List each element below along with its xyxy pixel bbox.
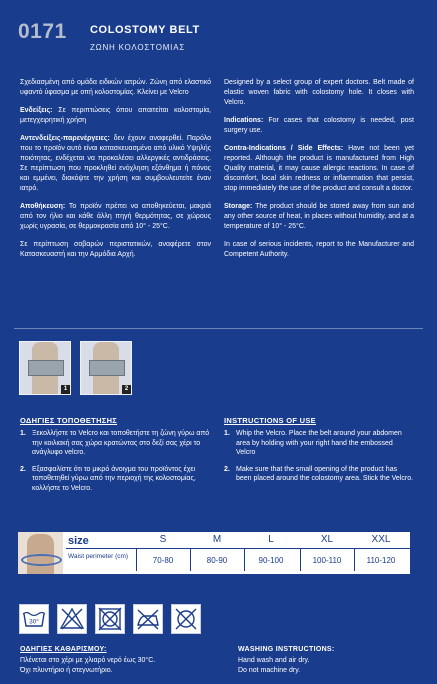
size-label: size xyxy=(68,535,89,547)
english-contra-text: Have not been yet reported. Although the product is manufactured from High Quality material, it may cause allergic reactions. In case of discomfort, local skin redness or inflammation that persist, stop immediately the use of the product and consult a doctor. xyxy=(224,145,414,192)
range-xl: 100-110 xyxy=(312,556,342,565)
greek-storage xyxy=(20,202,211,232)
english-washing-line: Do not machine dry. xyxy=(238,666,301,674)
greek-instructions-title: ΟΔΗΓΙΕΣ ΤΟΠΟΘΕΤΗΣΗΣ xyxy=(20,416,118,425)
measure-ring xyxy=(21,554,62,566)
greek-instructions-list xyxy=(20,429,210,500)
english-storage-label: Storage: xyxy=(224,203,253,210)
greek-contra-label: Αντενδείξεις-παρενέργειες: xyxy=(20,135,110,142)
english-instruction-step xyxy=(224,465,414,484)
no-iron-icon xyxy=(133,604,163,634)
range-xxl: 110-120 xyxy=(366,556,396,565)
english-washing-title: WASHING INSTRUCTIONS: xyxy=(238,646,335,653)
english-contra-label: Contra-Indications / Side Effects: xyxy=(224,145,344,152)
figure-1-belt xyxy=(28,360,64,376)
figure-2-belt xyxy=(89,360,125,376)
product-title: COLOSTOMY BELT xyxy=(90,24,200,36)
english-instruction-step xyxy=(224,429,414,458)
range-m: 80-90 xyxy=(206,556,228,565)
no-dry-clean-icon xyxy=(171,604,201,634)
english-washing-text xyxy=(238,656,309,675)
step-text: Εξασφαλίστε ότι το μικρό άνοιγμα του προϊόντος έχει τοποθετηθεί γύρω από την περιοχή της κολοστομίας, κολλήστε το Velcro. xyxy=(32,465,196,492)
figure-1-number: 1 xyxy=(61,385,70,394)
english-indications-label: Indications: xyxy=(224,117,264,124)
greek-storage-text: Το προϊόν πρέπει να αποθηκεύεται, μακριά από τον ήλιο και κάθε άλλη πηγή θερμότητας, σε χώρους χωρίς υγρασία, σε θερμοκρασία από 10° - 25°C. xyxy=(20,203,211,230)
waist-measure-image xyxy=(18,532,63,574)
range-l: 90-100 xyxy=(258,556,284,565)
range-s: 70-80 xyxy=(152,556,174,565)
english-intro: Designed by a select group of expert doctors. Belt made of elastic woven fabric with colostomy hole. It closes with Velcro. xyxy=(224,79,414,106)
greek-indications-label: Ενδείξεις: xyxy=(20,107,53,114)
greek-washing-title: ΟΔΗΓΙΕΣ ΚΑΘΑΡΙΣΜΟΥ: xyxy=(20,646,107,653)
step-number: 2. xyxy=(20,465,26,473)
section-divider xyxy=(14,328,423,329)
product-subtitle: ΖΩΝΗ ΚΟΛΟΣΤΟΜΙΑΣ xyxy=(90,43,186,52)
table-rule xyxy=(66,548,410,549)
step-number: 2. xyxy=(224,465,230,473)
size-s: S xyxy=(159,534,167,545)
size-l: L xyxy=(268,534,274,545)
greek-indications xyxy=(20,106,211,126)
greek-intro: Σχεδιασμένη από ομάδα ειδικών ιατρών. Ζώνη από ελαστικό υφαντό ύφασμα με οπή κολοστομίας. Κλείνει με Velcro xyxy=(20,79,211,96)
greek-washing-text xyxy=(20,656,155,675)
size-xl: XL xyxy=(320,534,334,545)
figure-1-image xyxy=(19,341,71,395)
english-instructions-list xyxy=(224,429,414,491)
size-xxl: XXL xyxy=(371,534,391,545)
greek-description xyxy=(20,78,211,268)
step-text: Make sure that the small opening of the product has been placed around the colostomy area. Stick the Velcro. xyxy=(236,465,414,482)
wash-30-icon xyxy=(19,604,49,634)
english-storage xyxy=(224,202,414,232)
english-indications xyxy=(224,116,414,136)
step-number: 1. xyxy=(224,430,230,437)
english-incident: In case of serious incidents, report to the Manufacturer and Competent Authority. xyxy=(224,241,414,258)
greek-instruction-step xyxy=(20,465,210,494)
step-text: Whip the Velcro. Place the belt around your abdomen area by holding with your right hand the embossed Velcro xyxy=(236,430,402,456)
english-washing-line: Hand wash and air dry. xyxy=(238,657,310,664)
greek-instruction-step xyxy=(20,429,210,458)
english-description xyxy=(224,78,414,268)
english-instructions-title: INSTRUCTIONS OF USE xyxy=(224,416,316,425)
greek-contra-text: δεν έχουν αναφερθεί. Παρόλο που το προϊόν αυτό είναι κατασκευασμένο από υλικό Υψηλής ποιότητας, ενδέχεται να προκαλέσει αλλεργικές αντιδράσεις. Σε περίπτωση που προκληθεί ενόχληση εξάνθημα ή πόνος και εμμένει, διακόψτε την χρήση και συμβουλευτείτε έναν ιατρό. xyxy=(20,135,211,192)
english-indications-text: For cases that colostomy is needed, post surgery use. xyxy=(224,117,414,134)
greek-storage-label: Αποθήκευση: xyxy=(20,203,66,210)
size-table xyxy=(18,532,410,574)
english-storage-text: The product should be stored away from sun and any other source of heat, in places without humidity, and at a temperature of 10° - 25°C. xyxy=(224,203,414,230)
figure-2-image xyxy=(80,341,132,395)
size-m: M xyxy=(212,534,222,545)
no-tumble-dry-icon xyxy=(95,604,125,634)
step-number: 1. xyxy=(20,430,26,437)
svg-text:30°: 30° xyxy=(29,618,39,626)
product-code: 0171 xyxy=(18,20,67,43)
no-bleach-icon xyxy=(57,604,87,634)
greek-indications-text: Σε περιπτώσεις όπου απαιτείται κολοστομία, μετεγχειρητική χρήση xyxy=(20,107,211,124)
greek-washing-line: Πλένεται στο χέρι με χλιαρό νερό έως 30°C. xyxy=(20,657,156,664)
greek-contra xyxy=(20,134,211,194)
greek-incident: Σε περίπτωση σοβαρών περιστατικών, αναφέρετε στον Κατασκευαστή και την Αρμόδια Αρχή. xyxy=(20,241,211,258)
step-text: Ξεκολλήστε το Velcro και τοποθετήστε τη ζώνη γύρω από την κοιλιακή σας χώρα κρατώντας στο δεξί σας χέρι το ανάγλυφο velcro. xyxy=(32,430,210,456)
waist-perimeter-label: Waist perimeter (cm) xyxy=(68,553,129,560)
greek-washing-line: Όχι πλυντήριο ή στεγνωτήριο. xyxy=(20,666,113,674)
figure-2-number: 2 xyxy=(122,385,131,394)
english-contra xyxy=(224,144,414,194)
